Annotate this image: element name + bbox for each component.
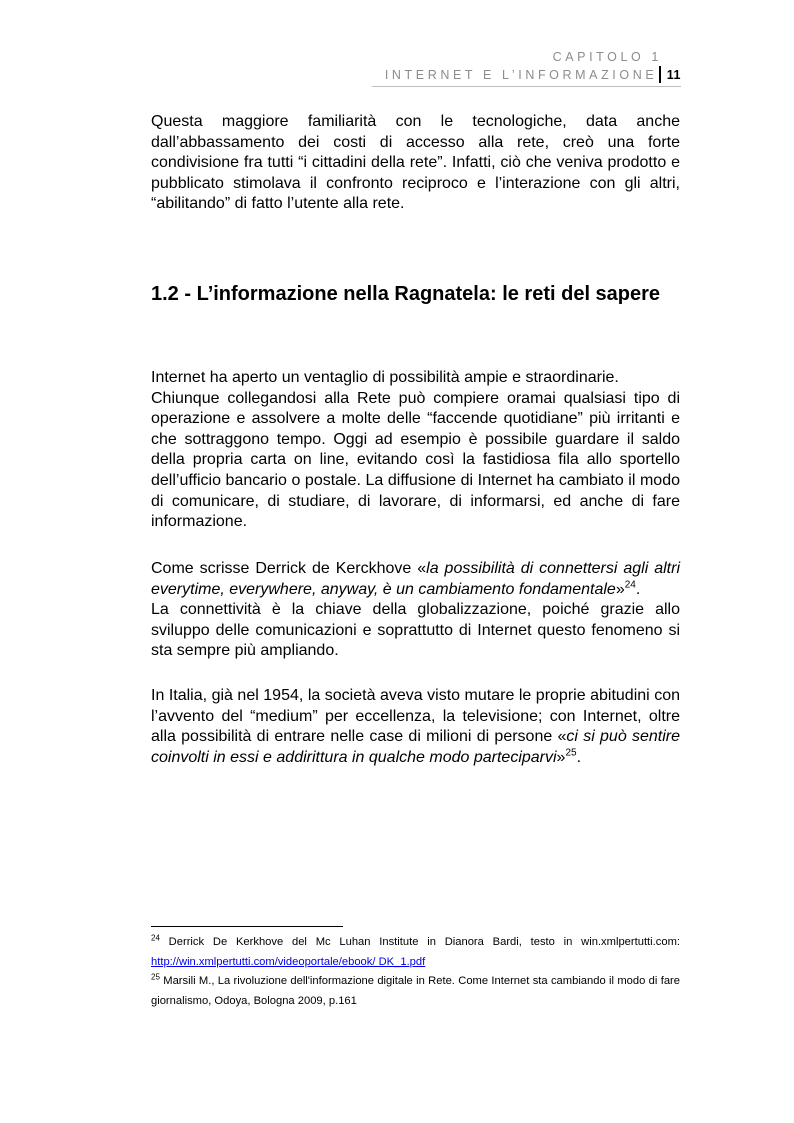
quote-close: »	[556, 748, 566, 766]
footnote-number: 24	[151, 933, 160, 943]
section-heading: 1.2 - L’informazione nella Ragnatela: le reti del sapere	[151, 283, 661, 305]
paragraph-first-line: Internet ha aperto un ventaglio di possibilità ampie e straordinarie.	[151, 369, 619, 386]
quote-close: »	[615, 580, 625, 598]
quote-text: la possibilità di connettersi agli altri everytime, everywhere, anyway, è un cambiamento fondamentale	[151, 560, 681, 598]
footnote-link[interactable]: http://win.xmlpertutti.com/videoportale/ebook/ DK_1.pdf	[151, 955, 426, 968]
header-separator	[659, 66, 661, 83]
header-rule	[372, 86, 681, 87]
sentence-end: .	[635, 580, 641, 598]
intro-paragraph: Questa maggiore familiarità con le tecnologiche, data anche dall’abbassamento dei costi di accesso alla rete, creò una forte condivisione fra tutti “i cittadini della rete”. Infatti, ciò che veniva prodotto e pubblicato stimolava il confronto reciproco e l’interazione con gli altri, “abilitando” di fatto l’utente alla rete.	[151, 113, 680, 213]
page-number: 11	[666, 67, 681, 82]
quote-text: ci si può sentire coinvolti in essi e addirittura in qualche modo parteciparvi	[151, 728, 680, 766]
footnote-text: Derrick De Kerkhove del Mc Luhan Institute in Dianora Bardi, testo in win.xmlpertutti.com:	[159, 936, 680, 948]
paragraph-internet-possibilities	[151, 368, 680, 533]
paragraph-body: Chiunque collegandosi alla Rete può compiere oramai qualsiasi tipo di operazione e assolvere a molte delle “faccende quotidiane” più irritanti e che sottraggono tempo. Oggi ad esempio è possibile guardare il saldo della propria carta on line, evitando così la fastidiosa fila allo sportello dell’ufficio bancario o postale. La diffusione di Internet ha cambiato il modo di comunicare, di studiare, di lavorare, di informarsi, ed anche di fare informazione.	[151, 389, 680, 531]
footnote-24	[151, 933, 680, 972]
footnote-25	[151, 972, 680, 1011]
paragraph-italy-television	[151, 686, 680, 768]
footnote-number: 25	[151, 972, 160, 982]
running-header-chapter: CAPITOLO 1	[552, 50, 662, 64]
paragraph-kerckhove-quote	[151, 559, 680, 662]
quote-lead: Come scrisse Derrick de Kerckhove «	[151, 560, 427, 577]
footnote-text: Marsili M., La rivoluzione dell'informazione digitale in Rete. Come Internet sta cambiando il modo di fare giornalismo, Odoya, Bologna 2009, p.161	[151, 975, 680, 1007]
footnote-ref-25[interactable]: 25	[565, 747, 577, 759]
paragraph-continuation: La connettività è la chiave della globalizzazione, poiché grazie allo sviluppo delle comunicazioni e soprattutto di Internet questo fenomeno si sta sempre più ampliando.	[151, 601, 680, 660]
footnote-ref-24[interactable]: 24	[624, 579, 636, 591]
running-header	[385, 66, 681, 83]
footnotes	[151, 933, 680, 1011]
paragraph-lead: In Italia, già nel 1954, la società aveva visto mutare le proprie abitudini con l’avvento del “medium” per eccellenza, la televisione; con Internet, oltre alla possibilità di entrare nelle case di milioni di persone «	[151, 687, 680, 746]
running-header-title: INTERNET E L’INFORMAZIONE	[384, 67, 658, 82]
sentence-end: .	[576, 748, 582, 766]
footnote-separator	[151, 926, 343, 927]
